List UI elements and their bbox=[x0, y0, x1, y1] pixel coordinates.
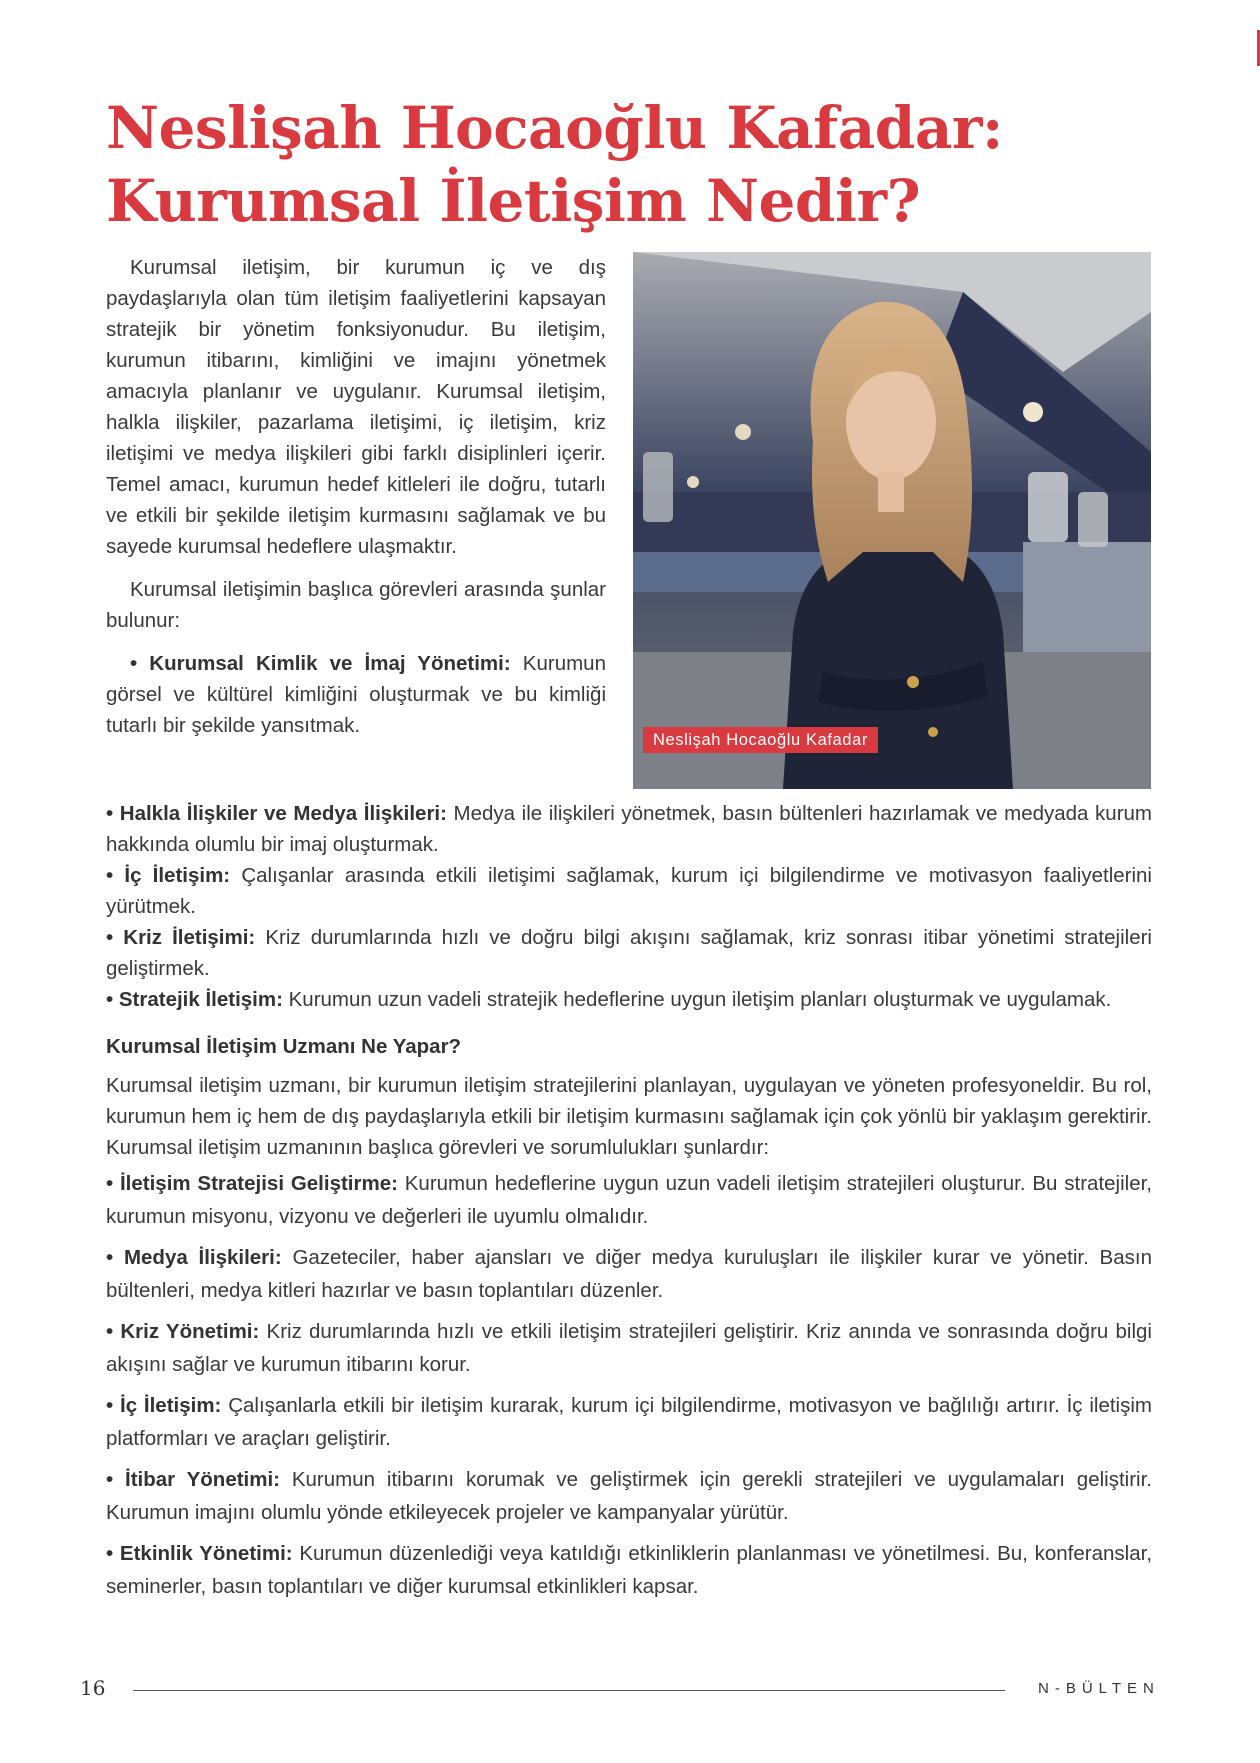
specialist-duty-term: • Kriz Yönetimi: bbox=[106, 1320, 260, 1343]
photo-caption: Neslişah Hocaoğlu Kafadar bbox=[643, 727, 878, 753]
duty-item bbox=[106, 984, 1152, 1015]
duty-item bbox=[106, 798, 1152, 860]
specialist-duty-item bbox=[106, 1315, 1152, 1381]
duties-lead: Kurumsal iletişimin başlıca görevleri arasında şunlar bulunur: bbox=[106, 578, 606, 632]
publication-name: N-BÜLTEN bbox=[1038, 1680, 1160, 1697]
specialist-duty-text: Kriz durumlarında hızlı ve etkili iletişim stratejileri geliştirir. Kriz anında ve sonrasında doğru bilgi akışını sağlar ve kurumun itibarını korur. bbox=[106, 1320, 1152, 1376]
specialist-duty-item bbox=[106, 1537, 1152, 1603]
title-line-1: Neslişah Hocaoğlu Kafadar: bbox=[106, 94, 1003, 162]
specialist-duty-text: Kurumun hedeflerine uygun uzun vadeli iletişim stratejileri oluşturur. Bu stratejiler, kurumun misyonu, vizyonu ve değerleri ile uyumlu olmalıdır. bbox=[106, 1172, 1152, 1228]
specialist-duty-item bbox=[106, 1389, 1152, 1455]
specialist-duty-item bbox=[106, 1167, 1152, 1233]
duty-item bbox=[106, 922, 1152, 984]
portrait-photo bbox=[633, 252, 1151, 789]
duty-text: Medya ile ilişkileri yönetmek, basın bültenleri hazırlamak ve medyada kurum hakkında olumlu bir imaj oluşturmak. bbox=[106, 802, 1152, 856]
specialist-duty-text: Gazeteciler, haber ajansları ve diğer medya kuruluşları ile ilişkiler kurar ve yönetir. Basın bültenleri, medya kitleri hazırlar ve basın toplantıları düzenler. bbox=[106, 1246, 1152, 1302]
specialist-duty-item bbox=[106, 1463, 1152, 1529]
duty-term: • İç İletişim: bbox=[106, 864, 231, 887]
duty-item bbox=[106, 648, 606, 741]
duty-text: Kurumun uzun vadeli stratejik hedeflerine uygun iletişim planları oluşturmak ve uygulamak. bbox=[282, 988, 1112, 1011]
specialist-paragraph: Kurumsal iletişim uzmanı, bir kurumun iletişim stratejilerini planlayan, uygulayan ve yöneten profesyoneldir. Bu rol, kurumun hem iç hem de dış paydaşlarıyla etkili bir iletişim kurmasını sağlamak için çok yönlü bir yaklaşım gerektirir. Kurumsal iletişim uzmanının başlıca görevleri ve sorumlulukları şunlardır: bbox=[106, 1074, 1152, 1159]
footer-divider bbox=[133, 1690, 1005, 1691]
duty-text: Kriz durumlarında hızlı ve doğru bilgi akışını sağlamak, kriz sonrası itibar yönetimi stratejileri geliştirmek. bbox=[106, 926, 1152, 980]
specialist-duty-text: Kurumun düzenlediği veya katıldığı etkinliklerin planlanması ve yönetilmesi. Bu, konferanslar, seminerler, basın toplantıları ve diğer kurumsal etkinlikleri kapsar. bbox=[106, 1542, 1153, 1598]
duty-item bbox=[106, 860, 1152, 922]
duty-text: Çalışanlar arasında etkili iletişimi sağlamak, kurum içi bilgilendirme ve motivasyon faaliyetlerini yürütmek. bbox=[106, 864, 1152, 918]
section-subheading: Kurumsal İletişim Uzmanı Ne Yapar? bbox=[106, 1035, 462, 1058]
article-title bbox=[106, 92, 1166, 238]
page-number: 16 bbox=[80, 1676, 106, 1700]
duty-term: • Kriz İletişimi: bbox=[106, 926, 256, 949]
intro-paragraph: Kurumsal iletişim, bir kurumun iç ve dış paydaşlarıyla olan tüm iletişim faaliyetlerini kapsayan stratejik bir yönetim fonksiyonudur. Bu iletişim, kurumun itibarını, kimliğini ve imajını yönetmek amacıyla planlanır ve uygulanır. Kurumsal iletişim, halkla ilişkiler, pazarlama iletişimi, iç iletişim, kriz iletişimi ve medya ilişkileri gibi farklı disiplinleri içerir. Temel amacı, kurumun hedef kitleleri ile doğru, tutarlı ve etkili bir şekilde iletişim kurmasını sağlamak ve bu sayede kurumsal hedeflere ulaşmaktır. bbox=[106, 256, 606, 558]
duty-term: • Stratejik İletişim: bbox=[106, 988, 283, 1011]
specialist-duty-term: • İtibar Yönetimi: bbox=[106, 1468, 281, 1491]
specialist-duty-text: Kurumun itibarını korumak ve geliştirmek için gerekli stratejileri ve uygulamaları geliştirir. Kurumun imajını olumlu yönde etkileyecek projeler ve kampanyalar yürütür. bbox=[106, 1468, 1152, 1524]
main-column bbox=[106, 798, 1152, 1611]
intro-column bbox=[106, 252, 606, 741]
specialist-duty-term: • İletişim Stratejisi Geliştirme: bbox=[106, 1172, 398, 1195]
specialist-duty-item bbox=[106, 1241, 1152, 1307]
duty-term: • Halkla İlişkiler ve Medya İlişkileri: bbox=[106, 802, 447, 825]
specialist-duty-term: • İç İletişim: bbox=[106, 1394, 222, 1417]
specialist-duty-text: Çalışanlarla etkili bir iletişim kurarak, kurum içi bilgilendirme, motivasyon ve bağlılığı artırır. İç iletişim platformları ve araçları geliştirir. bbox=[106, 1394, 1152, 1450]
specialist-duty-term: • Etkinlik Yönetimi: bbox=[106, 1542, 293, 1565]
title-line-2: Kurumsal İletişim Nedir? bbox=[106, 167, 921, 235]
specialist-duty-term: • Medya İlişkileri: bbox=[106, 1246, 282, 1269]
duty-text: Kurumun görsel ve kültürel kimliğini oluşturmak ve bu kimliği tutarlı bir şekilde yansıtmak. bbox=[106, 652, 606, 737]
duty-term: • Kurumsal Kimlik ve İmaj Yönetimi: bbox=[130, 652, 511, 675]
